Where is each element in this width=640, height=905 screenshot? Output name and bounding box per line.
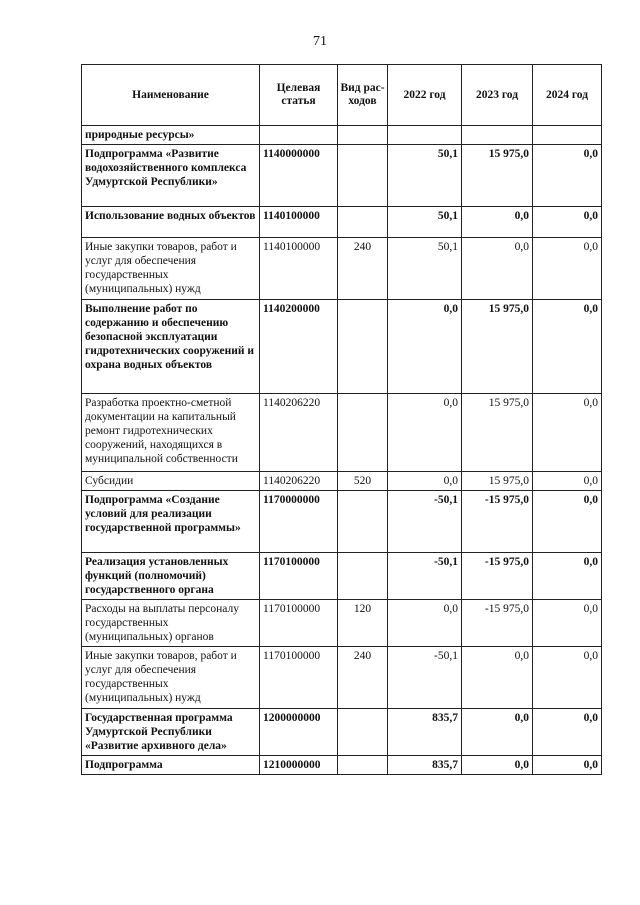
cell-type [338, 394, 388, 472]
cell-2022: 0,0 [388, 472, 462, 491]
table-row [82, 238, 602, 300]
cell-2024: 0,0 [533, 472, 602, 491]
table-header-row [82, 65, 602, 126]
cell-type [338, 491, 388, 553]
table-row [82, 126, 602, 145]
cell-article: 1170100000 [260, 600, 338, 647]
cell-2023: 15 975,0 [462, 145, 533, 207]
header-2022: 2022 год [388, 65, 462, 126]
cell-2024: 0,0 [533, 491, 602, 553]
cell-2023: 0,0 [462, 709, 533, 756]
cell-name: Государственная программа Удмуртской Республики «Развитие архивного дела» [82, 709, 260, 756]
cell-type [338, 756, 388, 775]
table-row [82, 472, 602, 491]
header-name: Наименование [82, 65, 260, 126]
cell-2022: -50,1 [388, 553, 462, 600]
table-row [82, 145, 602, 207]
cell-2022: 0,0 [388, 600, 462, 647]
table-row [82, 709, 602, 756]
cell-article: 1210000000 [260, 756, 338, 775]
table-row [82, 553, 602, 600]
cell-2023: 0,0 [462, 647, 533, 709]
cell-name: природные ресурсы» [82, 126, 260, 145]
cell-2024 [533, 126, 602, 145]
cell-name: Подпрограмма [82, 756, 260, 775]
cell-type [338, 126, 388, 145]
cell-name: Выполнение работ по содержанию и обеспечению безопасной эксплуатации гидротехнических сооружений и охрана водных объектов [82, 300, 260, 394]
header-article: Целевая статья [260, 65, 338, 126]
table-row [82, 394, 602, 472]
cell-type [338, 300, 388, 394]
cell-2024: 0,0 [533, 709, 602, 756]
cell-2024: 0,0 [533, 145, 602, 207]
cell-2023: -15 975,0 [462, 553, 533, 600]
cell-name: Разработка проектно-сметной документации на капитальный ремонт гидротехнических сооружений, находящихся в муниципальной собственности [82, 394, 260, 472]
cell-name: Расходы на выплаты персоналу государственных (муниципальных) органов [82, 600, 260, 647]
cell-2023: 15 975,0 [462, 394, 533, 472]
cell-2022 [388, 126, 462, 145]
header-2023: 2023 год [462, 65, 533, 126]
cell-2024: 0,0 [533, 394, 602, 472]
cell-article: 1200000000 [260, 709, 338, 756]
cell-2022: 0,0 [388, 394, 462, 472]
cell-2024: 0,0 [533, 207, 602, 238]
cell-2024: 0,0 [533, 647, 602, 709]
cell-2022: 835,7 [388, 756, 462, 775]
cell-article [260, 126, 338, 145]
cell-2022: 50,1 [388, 238, 462, 300]
cell-2023: 0,0 [462, 238, 533, 300]
cell-2023 [462, 126, 533, 145]
cell-article: 1140100000 [260, 238, 338, 300]
cell-2022: -50,1 [388, 647, 462, 709]
cell-2022: 50,1 [388, 145, 462, 207]
cell-article: 1140206220 [260, 394, 338, 472]
cell-type [338, 207, 388, 238]
cell-article: 1170100000 [260, 647, 338, 709]
cell-name: Реализация установленных функций (полномочий) государственного органа [82, 553, 260, 600]
cell-type: 240 [338, 238, 388, 300]
cell-name: Иные закупки товаров, работ и услуг для обеспечения государственных (муниципальных) нужд [82, 238, 260, 300]
cell-name: Иные закупки товаров, работ и услуг для обеспечения государственных (муниципальных) нужд [82, 647, 260, 709]
table-row [82, 647, 602, 709]
cell-name: Субсидии [82, 472, 260, 491]
cell-name: Использование водных объектов [82, 207, 260, 238]
cell-type: 120 [338, 600, 388, 647]
cell-type: 520 [338, 472, 388, 491]
cell-2022: -50,1 [388, 491, 462, 553]
table-row [82, 756, 602, 775]
cell-2023: 15 975,0 [462, 300, 533, 394]
cell-type: 240 [338, 647, 388, 709]
cell-type [338, 553, 388, 600]
cell-name: Подпрограмма «Развитие водохозяйственного комплекса Удмуртской Республики» [82, 145, 260, 207]
cell-2024: 0,0 [533, 756, 602, 775]
table-row [82, 600, 602, 647]
cell-2023: 0,0 [462, 756, 533, 775]
cell-2023: -15 975,0 [462, 491, 533, 553]
cell-article: 1140206220 [260, 472, 338, 491]
header-type: Вид рас-ходов [338, 65, 388, 126]
cell-2023: 15 975,0 [462, 472, 533, 491]
header-2024: 2024 год [533, 65, 602, 126]
cell-2024: 0,0 [533, 300, 602, 394]
budget-table [81, 64, 602, 775]
table-row [82, 207, 602, 238]
table-row [82, 491, 602, 553]
cell-2023: 0,0 [462, 207, 533, 238]
table-row [82, 300, 602, 394]
cell-2024: 0,0 [533, 238, 602, 300]
page-number: 71 [313, 34, 327, 49]
cell-2022: 0,0 [388, 300, 462, 394]
cell-2022: 50,1 [388, 207, 462, 238]
cell-article: 1140100000 [260, 207, 338, 238]
cell-type [338, 145, 388, 207]
cell-name: Подпрограмма «Создание условий для реализации государственной программы» [82, 491, 260, 553]
cell-2024: 0,0 [533, 553, 602, 600]
cell-article: 1140200000 [260, 300, 338, 394]
cell-article: 1170100000 [260, 553, 338, 600]
cell-2022: 835,7 [388, 709, 462, 756]
cell-article: 1140000000 [260, 145, 338, 207]
cell-type [338, 709, 388, 756]
cell-2024: 0,0 [533, 600, 602, 647]
cell-article: 1170000000 [260, 491, 338, 553]
cell-2023: -15 975,0 [462, 600, 533, 647]
